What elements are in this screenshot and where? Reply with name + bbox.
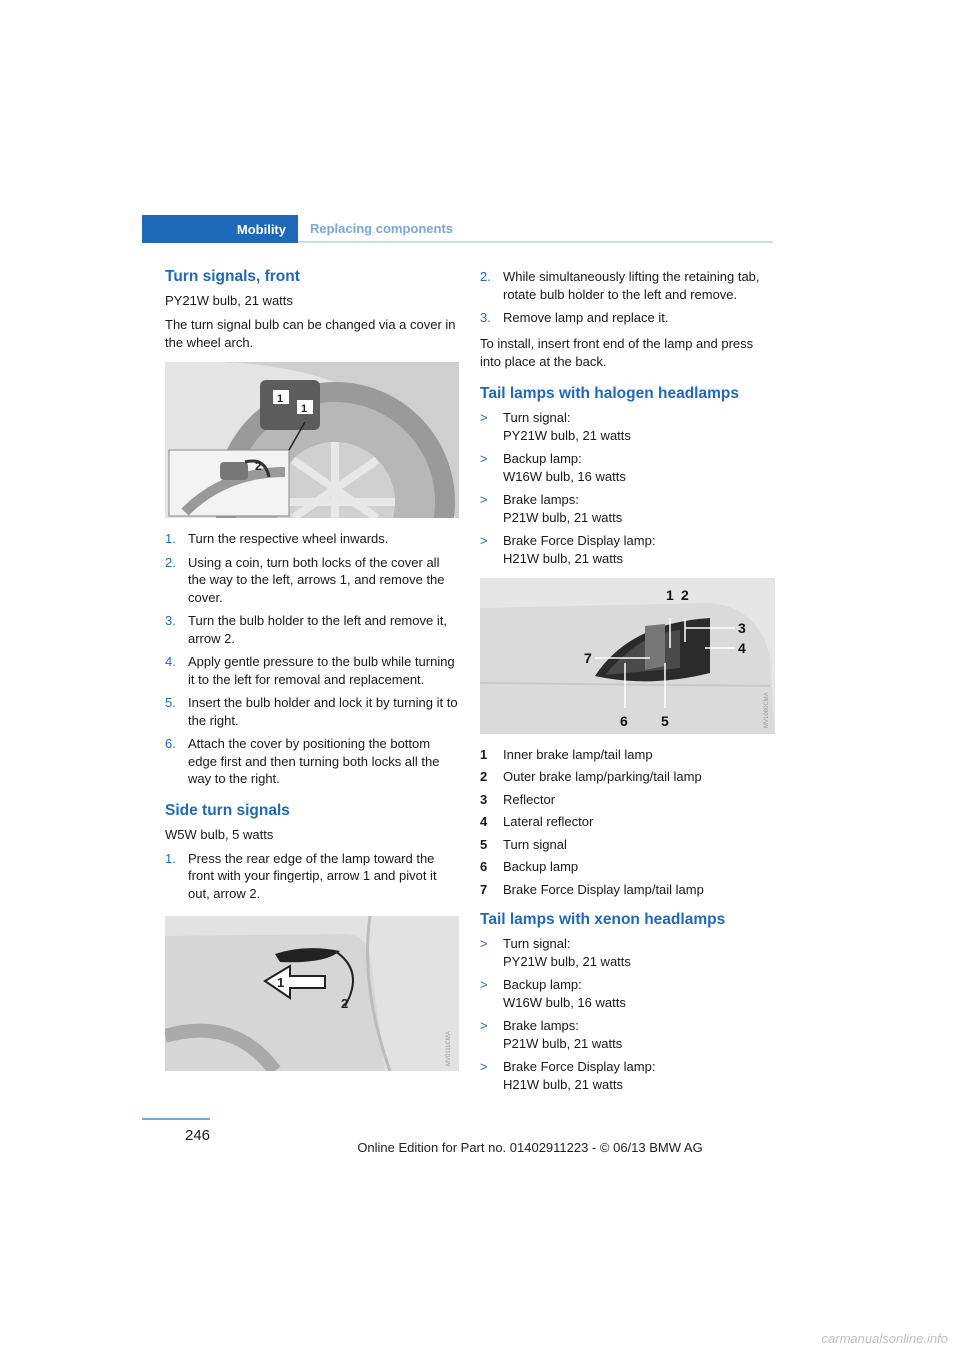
list-item: 1. Press the rear edge of the lamp toward the front with your fingertip, arrow 1 and pivot it out, arrow 2. [165,850,437,901]
side-signal-figure [165,916,459,1071]
turn-front-steps [165,530,459,788]
list-item: 3. Turn the bulb holder to the left and remove it, arrow 2. [165,613,447,646]
list-item: 3. Remove lamp and replace it. [480,310,669,325]
list-item: 7 Brake Force Display lamp/tail lamp [480,881,704,897]
list-item: 5 Turn signal [480,836,567,852]
tail-lamp-legend [480,746,775,899]
list-item: 2. While simultaneously lifting the retaining tab, rotate bulb holder to the left and remove. [480,269,760,302]
page-number-rule [142,1118,210,1120]
tail-halogen-bulbs [480,409,775,568]
list-item: > Backup lamp: W16W bulb, 16 watts [480,450,626,484]
list-item: > Brake Force Display lamp: H21W bulb, 21 watts [480,532,656,566]
list-item: 1. Turn the respective wheel inwards. [165,531,389,546]
page-number: 246 [185,1127,211,1144]
running-header [142,215,773,243]
install-note: To install, insert front end of the lamp and press into place at the back. [480,335,754,369]
section-tab: Mobility [142,215,298,243]
list-item: > Brake lamps: P21W bulb, 21 watts [480,491,623,525]
side-turn-bulb: W5W bulb, 5 watts [165,826,274,842]
callout-6: 6 [620,712,628,729]
tail-lamp-figure [480,578,775,734]
left-column [165,262,459,1083]
callout-4: 4 [738,639,746,656]
subsection-title: Replacing components [310,221,454,236]
right-column [480,268,775,1100]
list-item: > Backup lamp: W16W bulb, 16 watts [480,976,626,1010]
list-item: 4 Lateral reflector [480,814,594,829]
svg-text:MV3040CMA: MV3040CMA [446,476,452,512]
callout-3: 3 [738,619,746,636]
svg-text:1: 1 [277,393,284,405]
side-turn-heading: Side turn signals [165,801,290,819]
svg-text:2: 2 [255,459,262,473]
list-item: > Brake lamps: P21W bulb, 21 watts [480,1017,623,1051]
tail-halogen-heading: Tail lamps with halogen headlamps [480,384,739,402]
list-item: > Turn signal: PY21W bulb, 21 watts [480,409,631,443]
callout-1: 1 [666,586,674,603]
svg-text:MV0111CMA: MV0111CMA [446,1031,452,1066]
side-turn-steps-cont [480,268,775,327]
list-item: > Brake Force Display lamp: H21W bulb, 21 watts [480,1058,656,1092]
svg-text:1: 1 [277,975,285,990]
header-rule [298,241,773,243]
list-item: 6 Backup lamp [480,859,579,874]
turn-front-intro: The turn signal bulb can be changed via a cover in the wheel arch. [165,317,456,350]
tail-xenon-bulbs [480,935,775,1094]
list-item: 6. Attach the cover by positioning the bottom edge first and then turning both locks all the way to the right. [165,736,440,786]
tail-xenon-heading: Tail lamps with xenon headlamps [480,910,726,928]
list-item: > Turn signal: PY21W bulb, 21 watts [480,935,631,969]
list-item: 1 Inner brake lamp/tail lamp [480,746,653,762]
list-item: 2 Outer brake lamp/parking/tail lamp [480,769,702,784]
svg-text:MV1080CMA: MV1080CMA [764,691,770,728]
callout-2: 2 [681,586,689,603]
list-item: 3 Reflector [480,791,556,807]
side-turn-steps [165,850,459,903]
turn-front-heading: Turn signals, front [165,268,300,285]
watermark: carmanualsonline.info [821,1331,948,1346]
svg-text:1: 1 [301,403,308,415]
turn-front-bulb: PY21W bulb, 21 watts [165,293,293,308]
callout-7: 7 [584,649,592,666]
list-item: 4. Apply gentle pressure to the bulb while turning it to the left for removal and replacement. [165,654,455,687]
list-item: 5. Insert the bulb holder and lock it by turning it to the right. [165,695,458,728]
wheel-arch-figure [165,362,459,518]
list-item: 2. Using a coin, turn both locks of the cover all the way to the left, arrows 1, and remove the cover. [165,554,445,605]
callout-5: 5 [661,712,669,729]
footer [0,1140,960,1155]
footer-text: Online Edition for Part no. 01402911223 - © 06/13 BMW AG [357,1140,703,1155]
svg-text:2: 2 [341,996,349,1011]
